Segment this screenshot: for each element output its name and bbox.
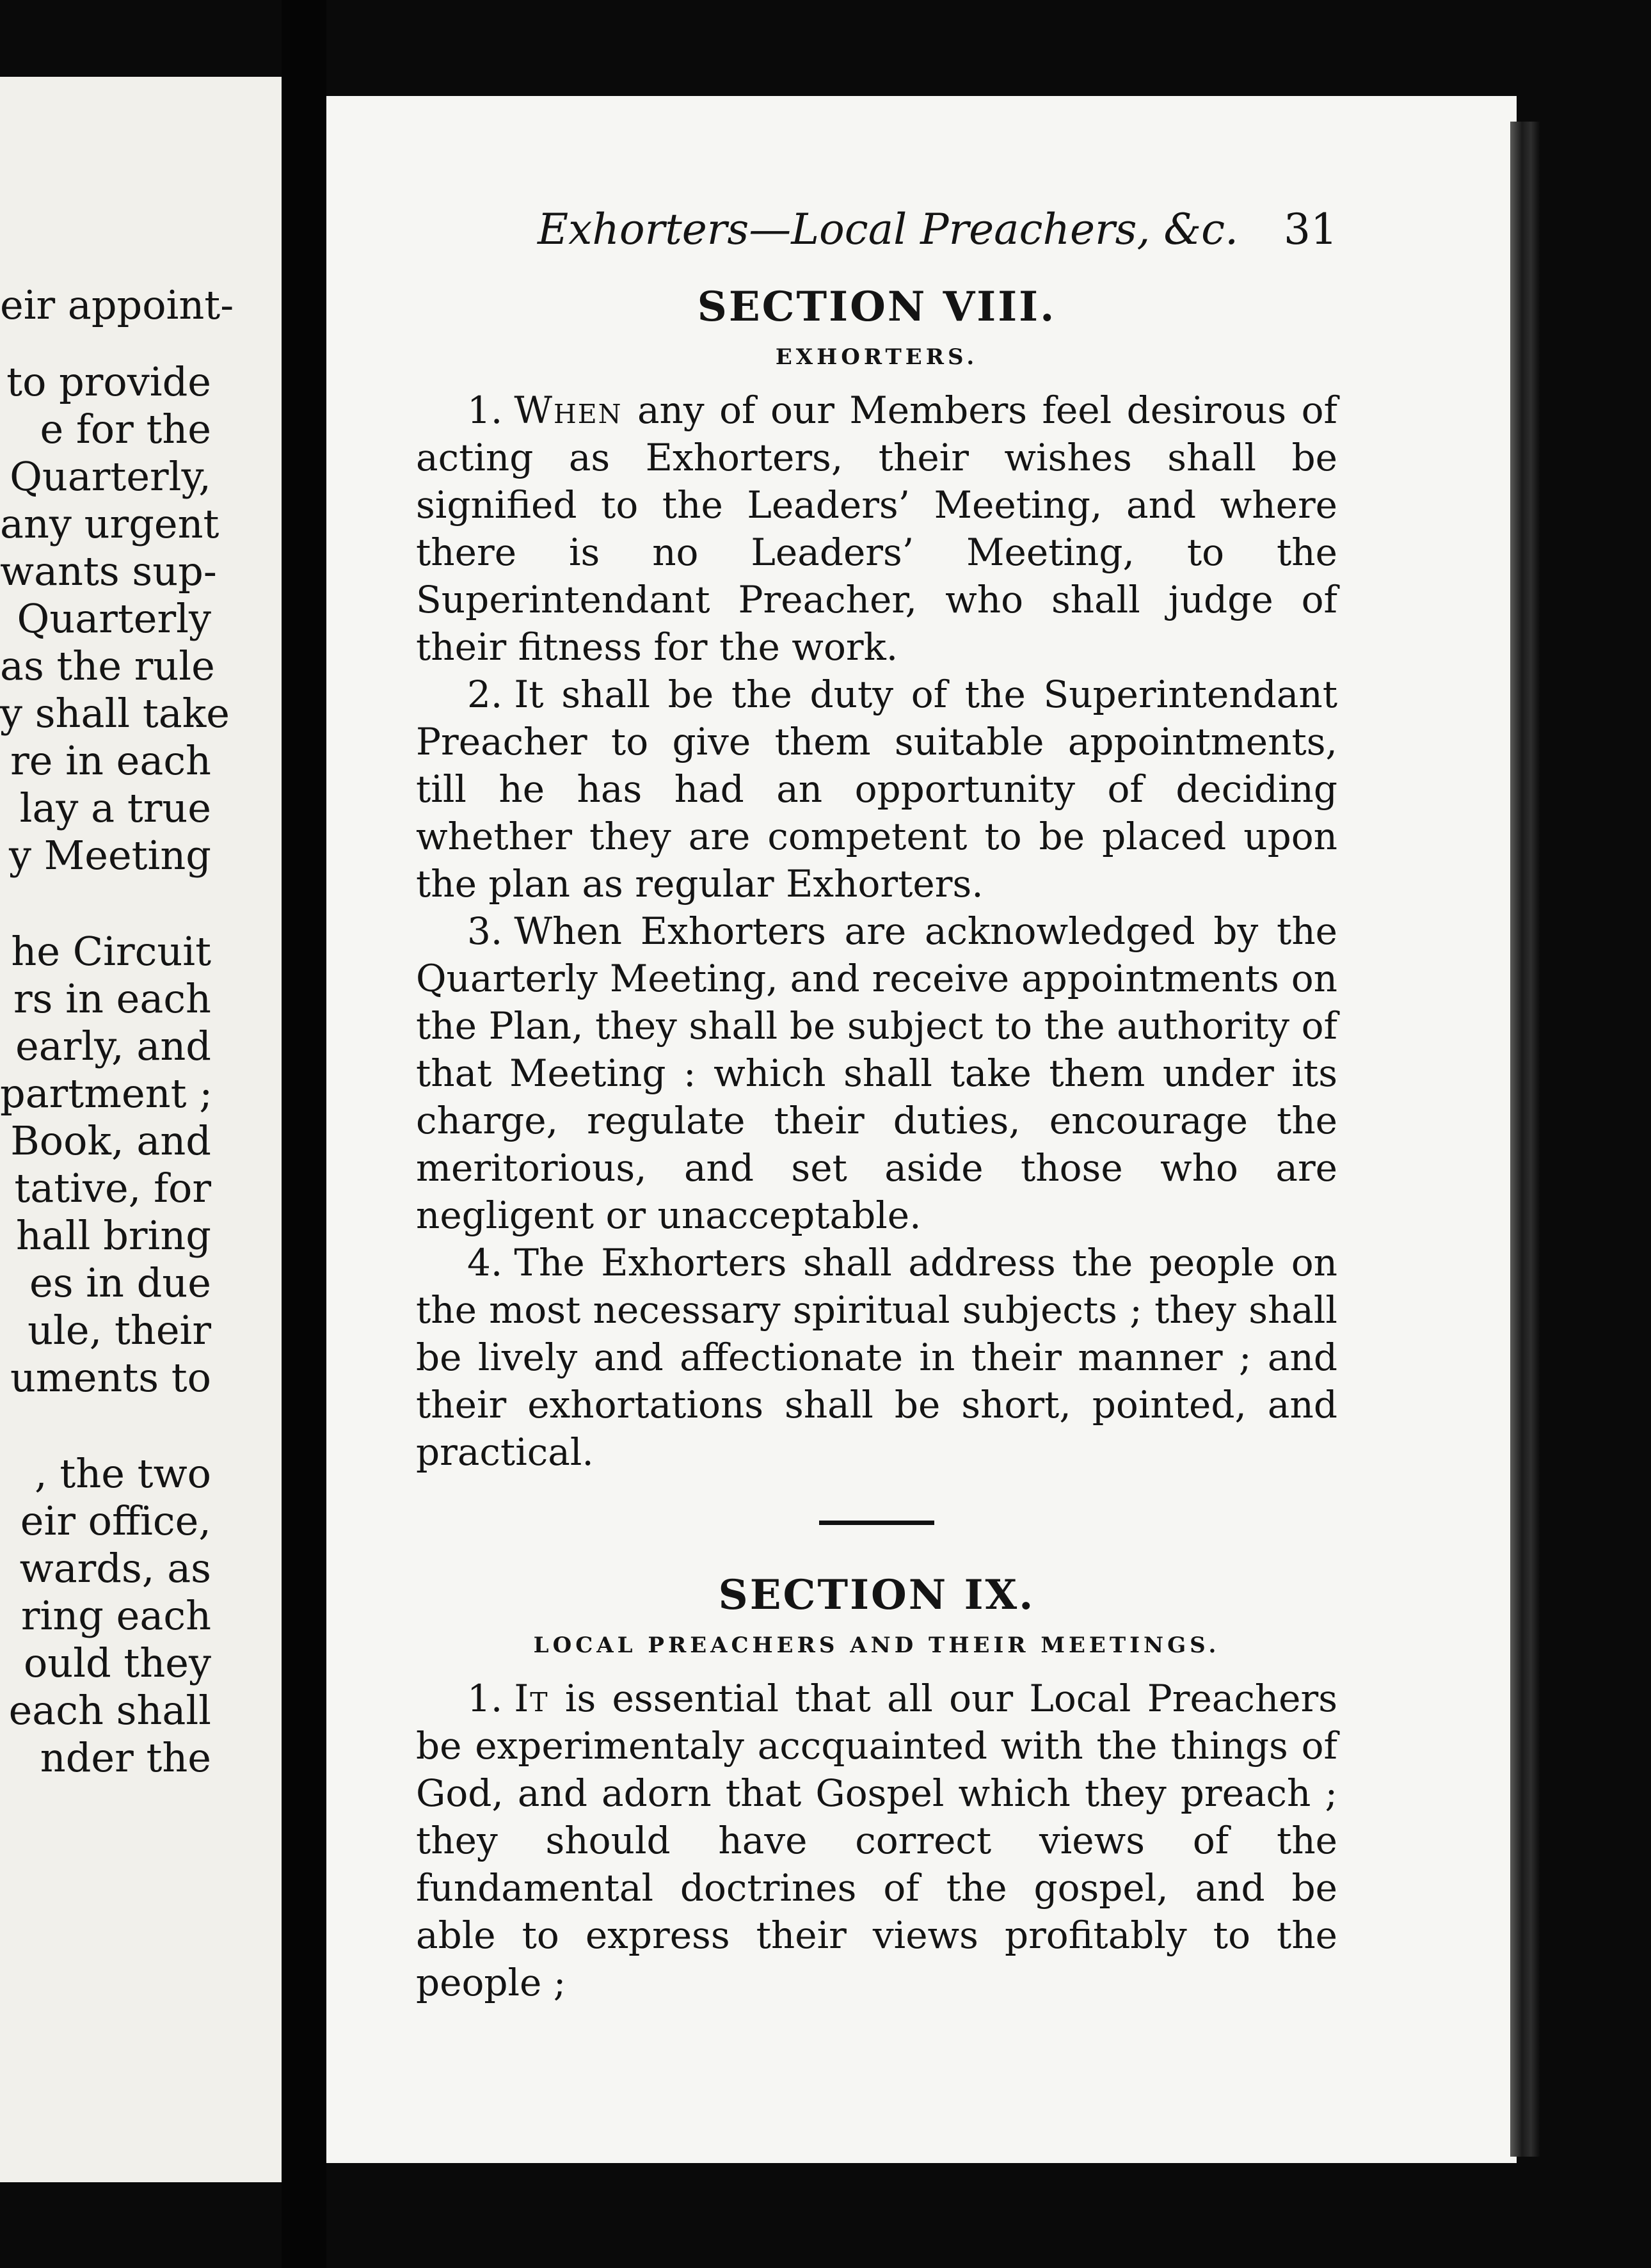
facing-page-line: as the rule bbox=[0, 643, 215, 689]
facing-page-line: Book, and bbox=[10, 1117, 211, 1164]
facing-page-line: to provide bbox=[6, 358, 211, 405]
section-viii-paragraph-2 bbox=[416, 671, 1337, 907]
facing-page-line: uments to bbox=[10, 1354, 211, 1401]
facing-page bbox=[0, 77, 282, 2182]
paragraph-number: 4. bbox=[467, 1241, 503, 1284]
facing-page-line: partment ; bbox=[0, 1070, 213, 1117]
paragraph-text: It shall be the duty of the Superintendant Preacher to give them suitable appointments, till he has had an opportunity of deciding whether they are competent to be placed upon the plan as regular Exhorters. bbox=[416, 673, 1337, 906]
facing-page-line: eir office, bbox=[20, 1497, 211, 1544]
text-block bbox=[416, 205, 1337, 2006]
book-gutter bbox=[282, 0, 326, 2268]
facing-page-line: y Meeting bbox=[9, 832, 211, 879]
section-ix-subheading: LOCAL PREACHERS AND THEIR MEETINGS. bbox=[533, 1633, 1220, 1658]
facing-page-line: e for the bbox=[40, 406, 211, 452]
section-viii-paragraph-3 bbox=[416, 907, 1337, 1239]
facing-page-line: ring each bbox=[20, 1592, 211, 1639]
paragraph-text: any of our Members feel desirous of acting as Exhorters, their wishes shall be signified to the Leaders’ Meeting, and where there is no Leaders’ Meeting, to the Superintendant Preacher, who shall judge of their fitness for the work. bbox=[416, 388, 1337, 669]
facing-page-line: he Circuit bbox=[11, 928, 211, 975]
section-divider-rule bbox=[819, 1521, 934, 1525]
facing-page-line: hall bring bbox=[15, 1212, 211, 1259]
section-ix-title: SECTION IX. bbox=[718, 1571, 1035, 1619]
page-edge-shadow bbox=[1510, 122, 1540, 2157]
facing-page-line: nder the bbox=[40, 1734, 211, 1781]
paragraph-text: The Exhorters shall address the people on the most necessary spiritual subjects ; they shall be lively and affectionate in their manner ; and their exhortations shall be short, pointed, and practical. bbox=[416, 1241, 1337, 1474]
facing-page-line: wards, as bbox=[19, 1545, 211, 1592]
facing-page-line: , the two bbox=[35, 1450, 211, 1497]
facing-page-line: each shall bbox=[8, 1687, 211, 1734]
paragraph-lead-word: It bbox=[514, 1677, 549, 1720]
facing-page-line: y shall take bbox=[0, 690, 230, 737]
facing-page-line: rs in each bbox=[13, 975, 211, 1022]
page-31 bbox=[326, 96, 1517, 2163]
page-number: 31 bbox=[1284, 205, 1337, 254]
facing-page-line: ould they bbox=[23, 1640, 211, 1686]
facing-page-line: eir appoint- bbox=[0, 282, 234, 328]
facing-page-line: es in due bbox=[29, 1259, 211, 1306]
paragraph-number: 1. bbox=[467, 1677, 503, 1720]
section-viii-paragraph-4 bbox=[416, 1239, 1337, 1476]
facing-page-line: Quarterly bbox=[17, 595, 211, 642]
section-viii-subheading: EXHORTERS. bbox=[775, 344, 978, 370]
paragraph-number: 1. bbox=[467, 388, 503, 432]
section-ix-paragraph-1 bbox=[416, 1675, 1337, 2006]
section-viii-paragraph-1 bbox=[416, 387, 1337, 671]
section-viii-title: SECTION VIII. bbox=[697, 283, 1057, 331]
facing-page-line: ule, their bbox=[28, 1307, 211, 1354]
paragraph-text: When Exhorters are acknowledged by the Quarterly Meeting, and receive appointments on the Plan, they shall be subject to the authority of that Meeting : which shall take them under its charge, regulate their duties, encourage the meritorious, and set aside those who are negligent or unacceptable. bbox=[416, 909, 1337, 1237]
facing-page-line: tative, for bbox=[14, 1165, 211, 1211]
paragraph-text: is essential that all our Local Preachers be experimentaly accquainted with the things of God, and adorn that Gospel which they preach ; they should have correct views of the fundamental doctrines of the gospel, and be able to express their views profitably to the people ; bbox=[416, 1677, 1337, 2004]
facing-page-line: any urgent bbox=[0, 500, 219, 547]
running-head bbox=[416, 205, 1337, 275]
facing-page-line: Quarterly, bbox=[10, 453, 211, 500]
paragraph-number: 2. bbox=[467, 673, 503, 716]
running-title: Exhorters—Local Preachers, &c. bbox=[538, 205, 1239, 254]
facing-page-line: wants sup- bbox=[0, 548, 217, 595]
facing-page-line: early, and bbox=[15, 1023, 211, 1069]
facing-page-line: lay a true bbox=[19, 785, 211, 831]
paragraph-number: 3. bbox=[467, 909, 503, 953]
paragraph-lead-word: When bbox=[514, 388, 623, 432]
facing-page-line: re in each bbox=[10, 737, 211, 784]
